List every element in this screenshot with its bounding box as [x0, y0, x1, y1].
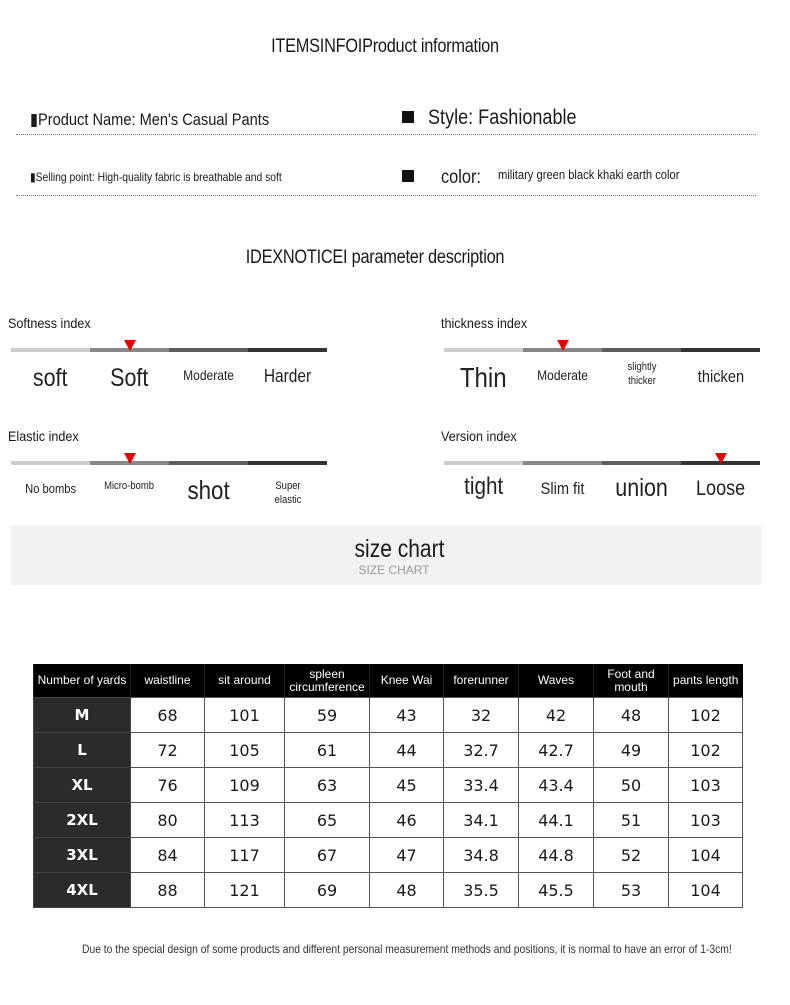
index-bar-segment	[11, 461, 90, 465]
color-value	[498, 166, 709, 184]
color-value-text: military green black khaki earth color	[498, 167, 680, 182]
size-table-header-cell: Foot and mouth	[594, 664, 669, 698]
size-table-header-cell: sit around	[205, 664, 285, 698]
index-option: Super elastic	[274, 480, 302, 506]
size-value-cell: 45.5	[519, 873, 594, 908]
size-label-cell: 2XL	[34, 803, 131, 838]
table-row	[34, 803, 743, 838]
index-bar-segment	[681, 348, 760, 352]
size-value-cell: 50	[594, 768, 669, 803]
index-option: Thin	[460, 362, 507, 393]
index-bar-segment	[602, 348, 681, 352]
size-value-cell: 51	[594, 803, 669, 838]
size-value-cell: 76	[131, 768, 205, 803]
divider	[16, 195, 756, 196]
product-name	[30, 110, 308, 130]
index-bar-segment	[248, 348, 327, 352]
color-bullet-icon	[402, 170, 414, 182]
size-value-cell: 44.1	[519, 803, 594, 838]
index-bar-segment	[602, 461, 681, 465]
index-option: soft	[33, 364, 68, 392]
size-table-header	[34, 664, 743, 698]
size-chart-subtitle: SIZE CHART	[358, 563, 430, 577]
size-value-cell: 63	[285, 768, 370, 803]
product-info-heading: ITEMSINFOIProduct information	[271, 36, 499, 57]
size-value-cell: 61	[285, 733, 370, 768]
size-value-cell: 117	[205, 838, 285, 873]
size-table-header-cell: spleen circumference	[285, 664, 370, 698]
index-option: Soft	[110, 364, 149, 392]
index-bar-segment	[444, 348, 523, 352]
size-value-cell: 102	[669, 698, 743, 733]
table-row	[34, 733, 743, 768]
size-value-cell: 104	[669, 873, 743, 908]
size-value-cell: 102	[669, 733, 743, 768]
table-row	[34, 873, 743, 908]
index-bar-segment	[169, 348, 248, 352]
size-table-header-cell: Waves	[519, 664, 594, 698]
size-value-cell: 53	[594, 873, 669, 908]
size-table-header-cell: pants length	[669, 664, 743, 698]
size-value-cell: 69	[285, 873, 370, 908]
size-value-cell: 49	[594, 733, 669, 768]
selling-point	[30, 168, 323, 186]
index-option: No bombs	[25, 481, 76, 496]
size-value-cell: 80	[131, 803, 205, 838]
index-option: tight	[463, 473, 504, 500]
table-row	[34, 698, 743, 733]
size-value-cell: 43	[370, 698, 444, 733]
parameter-heading: IDEXNOTICEI parameter description	[245, 247, 505, 268]
size-value-cell: 113	[205, 803, 285, 838]
index-marker-icon	[557, 340, 569, 351]
table-row	[34, 768, 743, 803]
size-table	[33, 664, 743, 908]
style-bullet-icon	[402, 111, 414, 123]
size-value-cell: 121	[205, 873, 285, 908]
size-table-header-cell: forerunner	[444, 664, 519, 698]
size-value-cell: 88	[131, 873, 205, 908]
size-label-cell: M	[34, 698, 131, 733]
index-bar-segment	[444, 461, 523, 465]
color-label	[441, 167, 487, 189]
product-style	[428, 106, 601, 130]
size-table-header-cell: waistline	[131, 664, 205, 698]
table-row	[34, 838, 743, 873]
size-value-cell: 32.7	[444, 733, 519, 768]
product-name-text: ▮Product Name: Men's Casual Pants	[30, 110, 270, 129]
size-label-cell: 4XL	[34, 873, 131, 908]
index-option: Slim fit	[540, 479, 585, 498]
size-value-cell: 65	[285, 803, 370, 838]
index-option: Harder	[263, 366, 312, 386]
index-label: Softness index	[8, 315, 91, 331]
size-value-cell: 84	[131, 838, 205, 873]
size-table-header-cell: Knee Wai	[370, 664, 444, 698]
product-style-text: Style: Fashionable	[428, 106, 577, 129]
index-option: thicken	[697, 367, 744, 386]
size-value-cell: 32	[444, 698, 519, 733]
index-marker-icon	[124, 340, 136, 351]
size-value-cell: 45	[370, 768, 444, 803]
measurement-note: Due to the special design of some products and different personal measurement methods and positions, it is normal to have an error of 1-3cm!	[82, 942, 732, 956]
size-value-cell: 109	[205, 768, 285, 803]
size-value-cell: 33.4	[444, 768, 519, 803]
size-value-cell: 103	[669, 803, 743, 838]
size-chart-title-text: size chart	[354, 535, 444, 563]
size-value-cell: 44.8	[519, 838, 594, 873]
size-table-header-cell: Number of yards	[34, 664, 131, 698]
divider	[16, 134, 756, 135]
size-value-cell: 42.7	[519, 733, 594, 768]
size-value-cell: 44	[370, 733, 444, 768]
size-value-cell: 43.4	[519, 768, 594, 803]
index-bar-segment	[523, 461, 602, 465]
index-option: shot	[187, 475, 230, 505]
size-value-cell: 34.8	[444, 838, 519, 873]
size-label-cell: XL	[34, 768, 131, 803]
size-value-cell: 104	[669, 838, 743, 873]
index-label: Elastic index	[8, 428, 79, 444]
size-value-cell: 72	[131, 733, 205, 768]
index-bar-segment	[11, 348, 90, 352]
index-label: thickness index	[441, 315, 528, 331]
index-label: Version index	[441, 428, 517, 444]
size-label-cell: 3XL	[34, 838, 131, 873]
index-bar-segment	[169, 461, 248, 465]
size-value-cell: 34.1	[444, 803, 519, 838]
size-value-cell: 35.5	[444, 873, 519, 908]
index-option: Micro-bomb	[104, 480, 155, 492]
size-value-cell: 67	[285, 838, 370, 873]
index-option: Loose	[695, 477, 746, 500]
size-chart-title	[0, 535, 790, 564]
size-value-cell: 105	[205, 733, 285, 768]
selling-point-text: ▮Selling point: High-quality fabric is breathable and soft	[30, 170, 282, 184]
index-bar-segment	[248, 461, 327, 465]
size-value-cell: 46	[370, 803, 444, 838]
size-value-cell: 59	[285, 698, 370, 733]
size-label-cell: L	[34, 733, 131, 768]
index-option: slightly thicker	[627, 361, 657, 387]
index-option: Moderate	[183, 367, 234, 383]
size-value-cell: 103	[669, 768, 743, 803]
index-option: union	[615, 474, 668, 502]
size-value-cell: 101	[205, 698, 285, 733]
color-label-text: color:	[441, 167, 481, 188]
index-marker-icon	[715, 453, 727, 464]
size-value-cell: 47	[370, 838, 444, 873]
index-option: Moderate	[537, 367, 588, 383]
size-value-cell: 68	[131, 698, 205, 733]
index-marker-icon	[124, 453, 136, 464]
size-value-cell: 48	[370, 873, 444, 908]
size-value-cell: 42	[519, 698, 594, 733]
size-value-cell: 52	[594, 838, 669, 873]
size-value-cell: 48	[594, 698, 669, 733]
